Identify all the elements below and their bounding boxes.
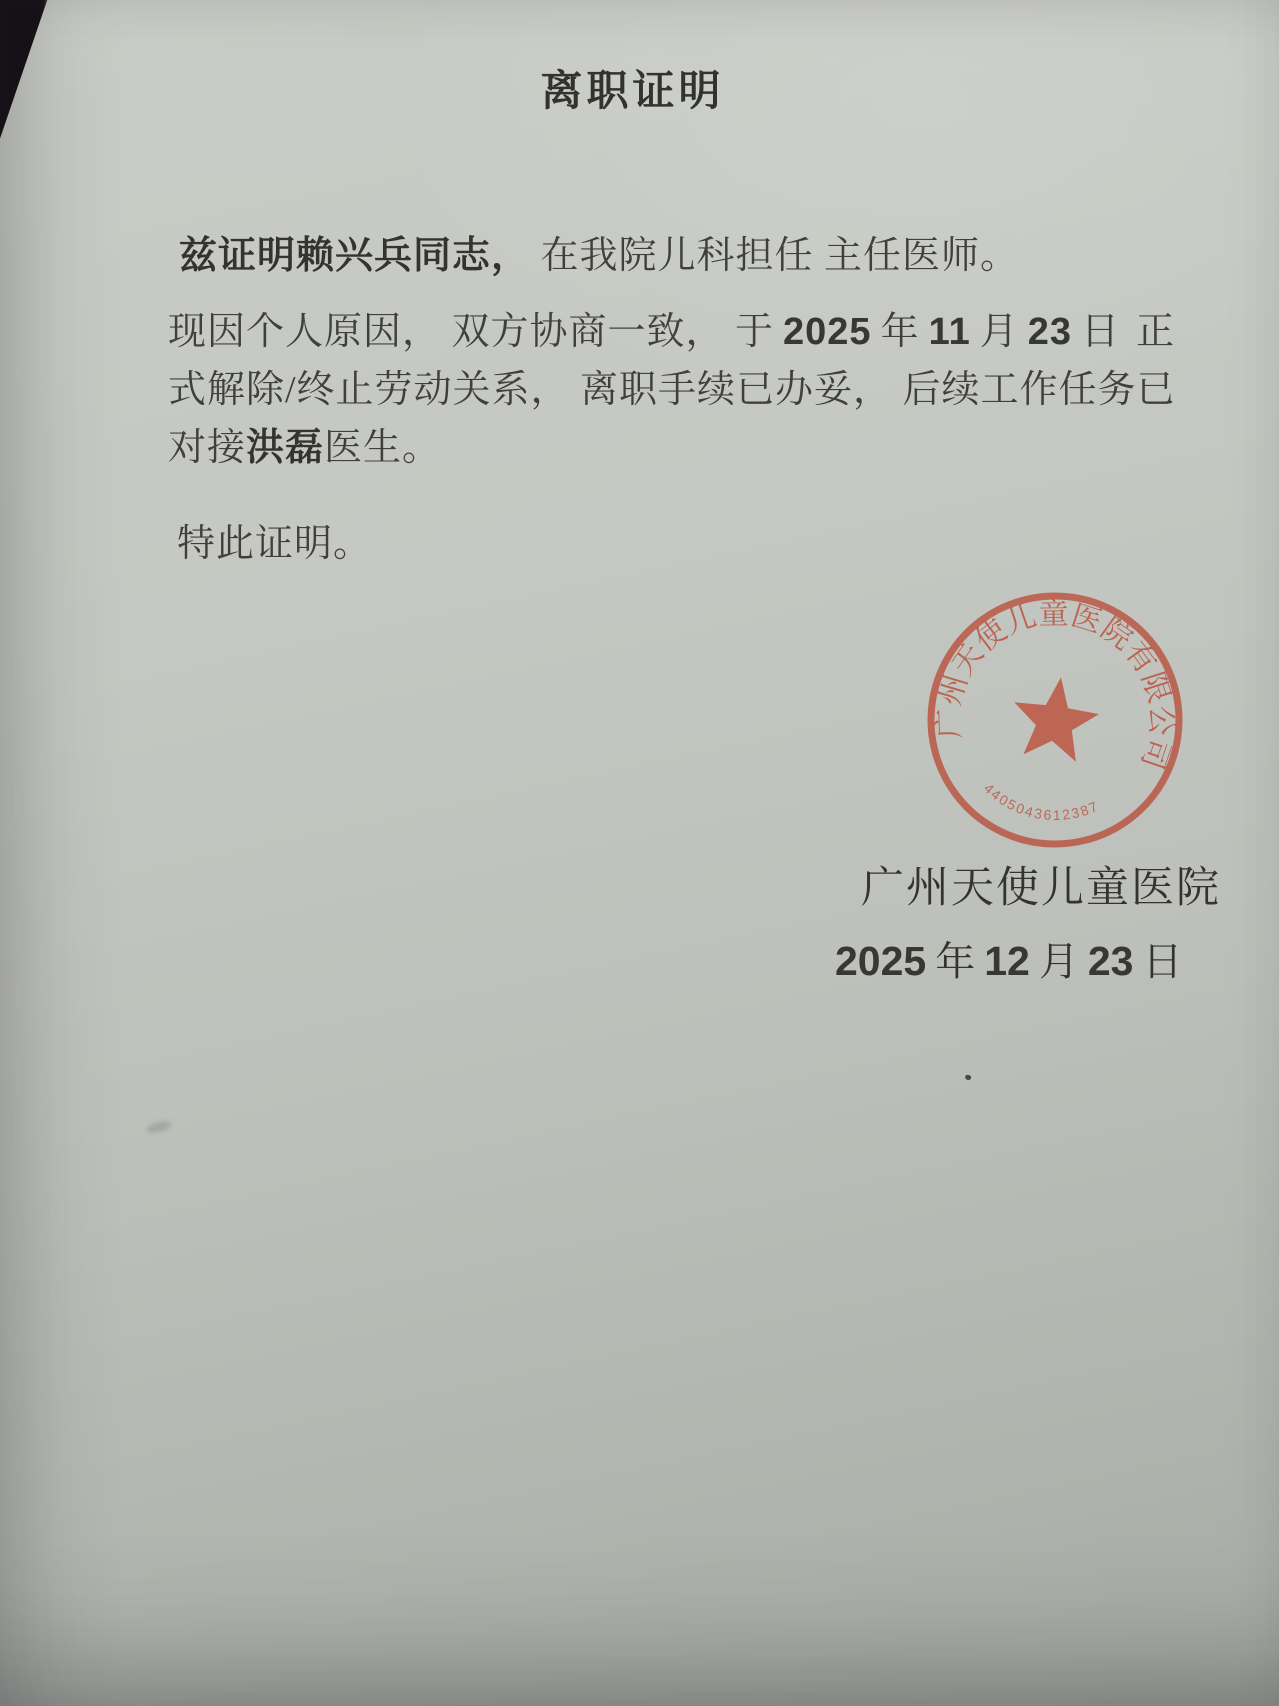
sig-date-year: 2025 [835,938,927,984]
termination-day: 23 [1027,311,1073,353]
seal-ring-text: 广州天使儿童医院有限公司 [932,597,1178,774]
signature-organization: 广州天使儿童医院 [861,865,1221,912]
handover-post: 医生。 [324,427,442,469]
line1-tail: 正 [1136,311,1176,353]
ink-speck [964,1074,971,1081]
sig-date-day: 23 [1087,938,1134,984]
paragraph-reason-line2: 式解除/终止劳动关系， 离职手续已办妥， 后续工作任务已 [168,369,1176,411]
closing-phrase: 特此证明。 [177,523,373,565]
signature-date [835,930,1191,987]
paper-smudge [145,1119,173,1135]
handover-doctor-name: 洪磊 [246,427,325,469]
paragraph-reason-line1 [168,300,1175,355]
sig-year-unit: 年 [935,939,976,984]
seal-serial-number: 4405043612387 [980,779,1102,824]
termination-month: 11 [928,311,971,353]
handover-pre: 对接 [168,427,247,469]
year-unit: 年 [880,311,920,353]
official-seal-stamp [905,570,1205,870]
sig-date-month: 12 [984,938,1030,984]
document-title: 离职证明 [540,69,725,116]
paragraph-reason-line3 [168,416,441,471]
day-unit: 日 [1081,311,1121,353]
sig-day-unit: 日 [1142,939,1183,984]
seal-star-icon [1007,671,1103,764]
termination-year: 2025 [783,311,872,353]
employee-name-clause: 兹证明赖兴兵同志， [179,235,531,277]
month-unit: 月 [979,311,1019,353]
paragraph-certify [179,224,1019,279]
reason-text: 现因个人原因， 双方协商一致， 于 [168,311,775,353]
position-clause: 在我院儿科担任 主任医师。 [530,235,1020,277]
sig-month-unit: 月 [1038,939,1079,984]
